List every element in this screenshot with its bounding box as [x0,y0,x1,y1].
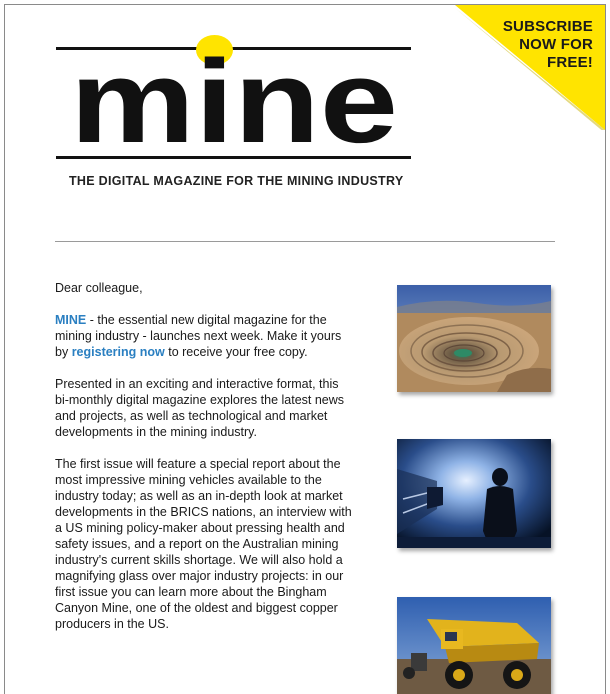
intro-text-b: to receive your free copy. [164,345,308,359]
open-pit-mine-photo [397,285,551,392]
masthead-bottom-rule [56,156,411,159]
mine-logo [66,50,402,154]
brand-link[interactable]: MINE [55,313,87,327]
greeting: Dear colleague, [55,281,143,295]
subscribe-line[interactable]: SUBSCRIBE [502,18,593,35]
subscribe-line[interactable]: NOW FOR [519,36,593,53]
intro-paragraph [55,312,355,360]
mine-tunnel-worker-photo [397,439,551,548]
letter-body [55,280,355,648]
intro-text-a: - the essential new digital magazine for the mining industry - launches next week. Make it yours by [55,313,342,359]
first-issue-paragraph: The first issue will feature a special report about the most impressive mining vehicles available to the industry today; as well as an in-depth look at market developments in the BRICS nations, an interview with a US mining policy-maker about pressing health and safety issues, and a report on the Australian mining industry's current skills shortage. We will also hold a magnifying glass over major industry projects: in our first issue you can learn more about the Bingham Canyon Mine, one of the oldest and biggest copper producers in the US. [55,457,352,631]
section-divider [55,241,555,242]
masthead [56,32,412,192]
masthead-tagline: THE DIGITAL MAGAZINE FOR THE MINING INDUSTRY [69,174,404,188]
subscribe-text[interactable] [473,18,593,72]
register-link[interactable]: registering now [71,345,165,359]
logo-wordmark: mine [70,50,398,154]
subscribe-line[interactable]: FREE! [547,54,593,71]
subscribe-corner-banner[interactable] [455,5,605,130]
email-frame [4,4,606,694]
haul-truck-photo [397,597,551,694]
format-paragraph: Presented in an exciting and interactive format, this bi-monthly digital magazine explores the latest news and projects, as well as technological and market developments in the mining industry. [55,377,345,439]
